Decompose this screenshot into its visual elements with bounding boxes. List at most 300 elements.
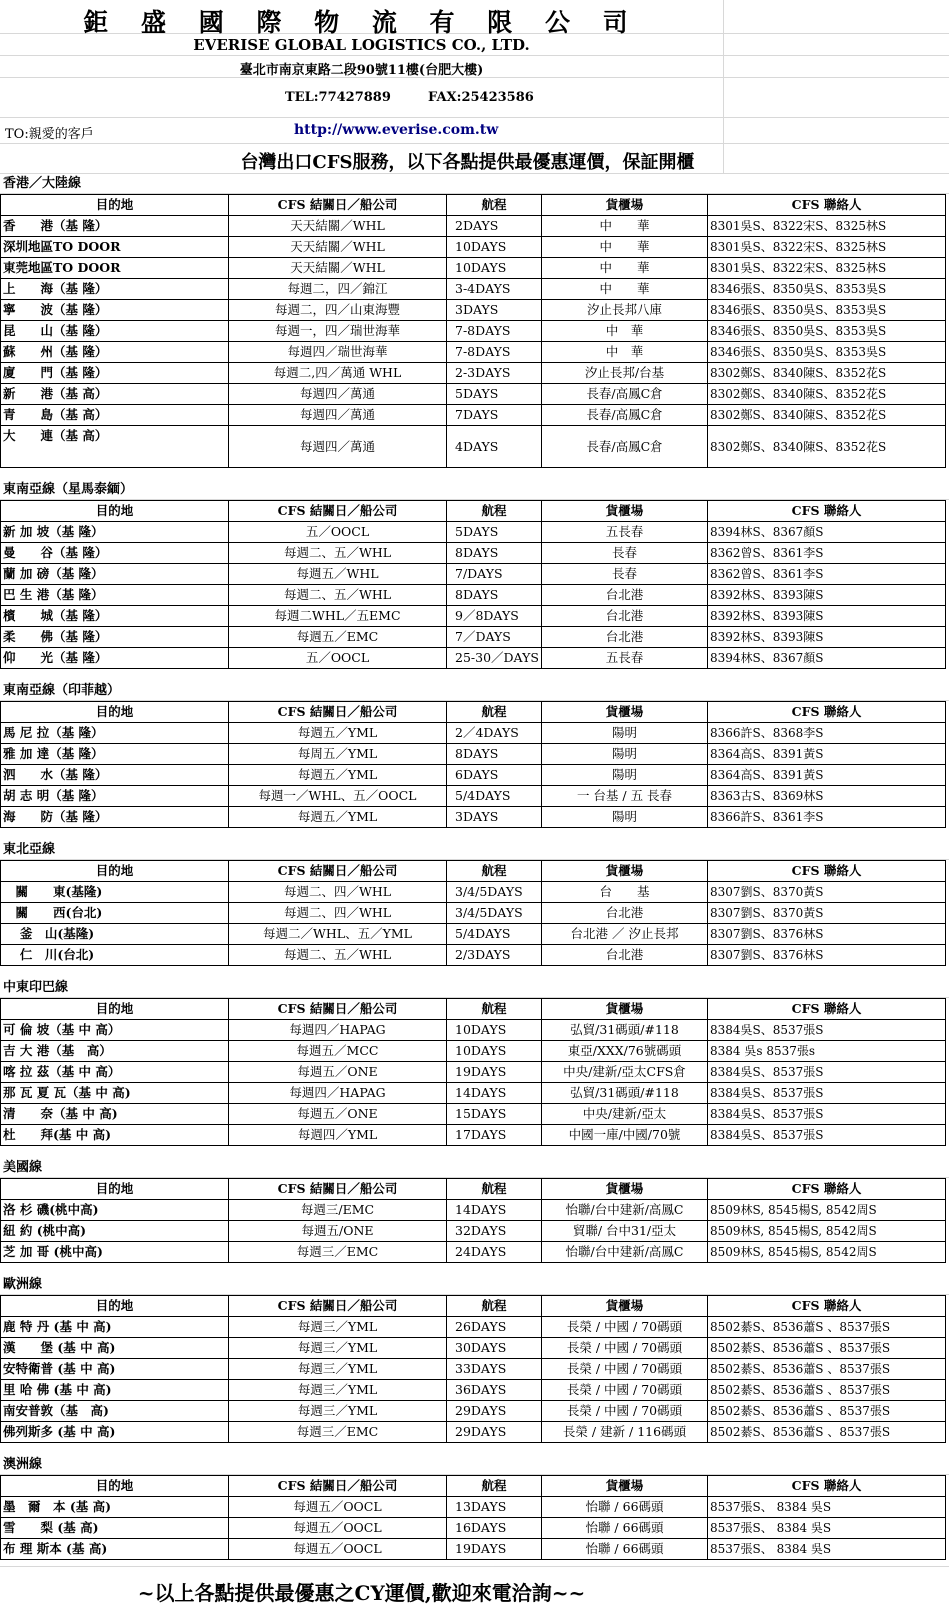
column-header: 貨櫃場	[542, 1296, 708, 1317]
table-header-row	[1, 501, 946, 522]
terminal-cell: 長春/高鳳C倉	[542, 384, 708, 405]
terminal-cell: 長榮 / 建新 / 116碼頭	[542, 1422, 708, 1443]
transit-cell: 3DAYS	[447, 300, 542, 321]
destination-cell: 安特衛普 (基 中 高)	[1, 1359, 229, 1380]
table-row	[1, 216, 946, 237]
column-header: CFS 結關日／船公司	[229, 861, 447, 882]
contact-cell: 8384 吳s 8537張s	[708, 1041, 946, 1062]
route-section	[0, 669, 949, 828]
transit-cell: 9／8DAYS	[447, 606, 542, 627]
terminal-cell: 長榮 / 中國 / 70碼頭	[542, 1338, 708, 1359]
transit-cell: 2-3DAYS	[447, 363, 542, 384]
terminal-cell: 長春	[542, 543, 708, 564]
contact-cell: 8307劉S、8370黃S	[708, 903, 946, 924]
destination-cell: 關 東(基隆)	[1, 882, 229, 903]
route-table	[0, 1295, 946, 1443]
contact-cell: 8509林S, 8545楊S, 8542周S	[708, 1221, 946, 1242]
terminal-cell: 中 華	[542, 216, 708, 237]
column-header: CFS 結關日／船公司	[229, 1296, 447, 1317]
schedule-cell: 每週三/EMC	[229, 1200, 447, 1221]
terminal-cell: 台北港	[542, 606, 708, 627]
section-title: 美國線	[0, 1158, 949, 1178]
destination-cell: 巴 生 港（基 隆）	[1, 585, 229, 606]
column-header: CFS 聯絡人	[708, 1476, 946, 1497]
column-header: CFS 聯絡人	[708, 999, 946, 1020]
destination-cell: 洛 杉 磯(桃中高)	[1, 1200, 229, 1221]
schedule-cell: 每週五／WHL	[229, 564, 447, 585]
schedule-cell: 每週二,四／萬通 WHL	[229, 363, 447, 384]
contact-cell: 8363古S、8369林S	[708, 786, 946, 807]
table-row	[1, 786, 946, 807]
transit-cell: 14DAYS	[447, 1083, 542, 1104]
transit-cell: 5/4DAYS	[447, 786, 542, 807]
terminal-cell: 中 華	[542, 258, 708, 279]
table-row	[1, 1062, 946, 1083]
terminal-cell: 怡聯 / 66碼頭	[542, 1539, 708, 1560]
route-table	[0, 1475, 946, 1560]
table-row	[1, 564, 946, 585]
contact-cell: 8384吳S、8537張S	[708, 1083, 946, 1104]
terminal-cell: 中 華	[542, 321, 708, 342]
terminal-cell: 台北港 ／ 汐止長邦	[542, 924, 708, 945]
table-row	[1, 405, 946, 426]
column-header: 目的地	[1, 999, 229, 1020]
schedule-cell: 每週四／HAPAG	[229, 1020, 447, 1041]
transit-cell: 3/4/5DAYS	[447, 882, 542, 903]
transit-cell: 13DAYS	[447, 1497, 542, 1518]
transit-cell: 36DAYS	[447, 1380, 542, 1401]
website-link[interactable]: http://www.everise.com.tw	[294, 122, 499, 138]
table-row	[1, 426, 946, 468]
section-title: 澳洲線	[0, 1455, 949, 1475]
schedule-cell: 每週五／YML	[229, 765, 447, 786]
column-header: CFS 聯絡人	[708, 1179, 946, 1200]
section-title: 中東印巴線	[0, 978, 949, 998]
contact-cell: 8537張S、 8384 吳S	[708, 1497, 946, 1518]
transit-cell: 7-8DAYS	[447, 342, 542, 363]
table-row	[1, 342, 946, 363]
schedule-cell: 五／OOCL	[229, 648, 447, 669]
table-row	[1, 543, 946, 564]
terminal-cell: 長榮 / 中國 / 70碼頭	[542, 1380, 708, 1401]
terminal-cell: 中 華	[542, 237, 708, 258]
section-title: 東南亞線（印菲越）	[0, 681, 949, 701]
column-header: CFS 聯絡人	[708, 702, 946, 723]
contact-cell: 8346張S、8350吳S、8353吳S	[708, 342, 946, 363]
table-row	[1, 384, 946, 405]
contact-cell: 8346張S、8350吳S、8353吳S	[708, 279, 946, 300]
column-header: 目的地	[1, 1179, 229, 1200]
column-header: CFS 聯絡人	[708, 861, 946, 882]
destination-cell: 泗 水（基 隆）	[1, 765, 229, 786]
route-section	[0, 174, 949, 468]
terminal-cell: 台北港	[542, 903, 708, 924]
terminal-cell: 陽明	[542, 807, 708, 828]
contact-cell: 8302鄭S、8340陳S、8352花S	[708, 363, 946, 384]
schedule-cell: 每週三／YML	[229, 1401, 447, 1422]
destination-cell: 布 理 斯本 (基 高)	[1, 1539, 229, 1560]
transit-cell: 8DAYS	[447, 585, 542, 606]
contact-cell: 8307劉S、8376林S	[708, 924, 946, 945]
contact-cell: 8537張S、 8384 吳S	[708, 1539, 946, 1560]
schedule-cell: 天天結關／WHL	[229, 216, 447, 237]
schedule-cell: 每週五／YML	[229, 723, 447, 744]
destination-cell: 上 海（基 隆）	[1, 279, 229, 300]
transit-cell: 33DAYS	[447, 1359, 542, 1380]
destination-cell: 新 加 坡（基 隆）	[1, 522, 229, 543]
destination-cell: 大 連（基 高）	[1, 426, 229, 468]
destination-cell: 東莞地區TO DOOR	[1, 258, 229, 279]
terminal-cell: 怡聯/台中建新/高鳳C	[542, 1200, 708, 1221]
column-header: CFS 聯絡人	[708, 501, 946, 522]
contact-cell: 8384吳S、8537張S	[708, 1104, 946, 1125]
destination-cell: 紐 約 (桃中高)	[1, 1221, 229, 1242]
transit-cell: 10DAYS	[447, 1041, 542, 1062]
schedule-cell: 天天結關／WHL	[229, 258, 447, 279]
table-row	[1, 522, 946, 543]
schedule-cell: 每週五／EMC	[229, 627, 447, 648]
destination-cell: 曼 谷（基 隆）	[1, 543, 229, 564]
schedule-cell: 每週二，四／錦江	[229, 279, 447, 300]
destination-cell: 仁 川(台北)	[1, 945, 229, 966]
table-row	[1, 1539, 946, 1560]
schedule-cell: 每週一，四／瑞世海華	[229, 321, 447, 342]
transit-cell: 29DAYS	[447, 1401, 542, 1422]
table-row	[1, 1125, 946, 1146]
column-header: 目的地	[1, 702, 229, 723]
transit-cell: 15DAYS	[447, 1104, 542, 1125]
terminal-cell: 弘貿/31碼頭/#118	[542, 1083, 708, 1104]
terminal-cell: 中央/建新/亞太CFS倉	[542, 1062, 708, 1083]
contact-cell: 8302鄭S、8340陳S、8352花S	[708, 405, 946, 426]
destination-cell: 芝 加 哥 (桃中高)	[1, 1242, 229, 1263]
terminal-cell: 中央/建新/亞太	[542, 1104, 708, 1125]
column-header: 貨櫃場	[542, 702, 708, 723]
slogan: 台灣出口CFS服務，以下各點提供最優惠運價，保証開櫃	[240, 152, 695, 173]
column-header: 目的地	[1, 1476, 229, 1497]
terminal-cell: 長榮 / 中國 / 70碼頭	[542, 1317, 708, 1338]
column-header: CFS 結關日／船公司	[229, 702, 447, 723]
schedule-cell: 每週三／YML	[229, 1317, 447, 1338]
table-row	[1, 585, 946, 606]
contact-cell: 8366許S、8368李S	[708, 723, 946, 744]
destination-cell: 南安普敦（基 高)	[1, 1401, 229, 1422]
table-row	[1, 627, 946, 648]
transit-cell: 5/4DAYS	[447, 924, 542, 945]
table-row	[1, 363, 946, 384]
contact-cell: 8509林S, 8545楊S, 8542周S	[708, 1200, 946, 1221]
column-header: CFS 結關日／船公司	[229, 195, 447, 216]
table-row	[1, 321, 946, 342]
transit-cell: 2DAYS	[447, 216, 542, 237]
schedule-cell: 每週五／OOCL	[229, 1539, 447, 1560]
destination-cell: 可 倫 坡（基 中 高）	[1, 1020, 229, 1041]
contact-cell: 8384吳S、8537張S	[708, 1020, 946, 1041]
transit-cell: 3DAYS	[447, 807, 542, 828]
column-header: CFS 結關日／船公司	[229, 1476, 447, 1497]
terminal-cell: 中國一庫/中國/70號	[542, 1125, 708, 1146]
table-header-row	[1, 195, 946, 216]
table-row	[1, 1497, 946, 1518]
table-row	[1, 903, 946, 924]
transit-cell: 14DAYS	[447, 1200, 542, 1221]
transit-cell: 8DAYS	[447, 744, 542, 765]
destination-cell: 香 港（基 隆）	[1, 216, 229, 237]
table-row	[1, 1242, 946, 1263]
contact-cell: 8384吳S、8537張S	[708, 1125, 946, 1146]
column-header: CFS 聯絡人	[708, 1296, 946, 1317]
destination-cell: 里 哈 佛 (基 中 高)	[1, 1380, 229, 1401]
column-header: 貨櫃場	[542, 999, 708, 1020]
column-header: 航程	[447, 1179, 542, 1200]
table-row	[1, 1317, 946, 1338]
transit-cell: 7／DAYS	[447, 627, 542, 648]
transit-cell: 7-8DAYS	[447, 321, 542, 342]
destination-cell: 馬 尼 拉（基 隆）	[1, 723, 229, 744]
destination-cell: 雅 加 達（基 隆）	[1, 744, 229, 765]
terminal-cell: 陽明	[542, 744, 708, 765]
terminal-cell: 中 華	[542, 342, 708, 363]
table-row	[1, 606, 946, 627]
column-header: 貨櫃場	[542, 861, 708, 882]
transit-cell: 7/DAYS	[447, 564, 542, 585]
contact-cell: 8302鄭S、8340陳S、8352花S	[708, 384, 946, 405]
contact-cell: 8384吳S、8537張S	[708, 1062, 946, 1083]
transit-cell: 8DAYS	[447, 543, 542, 564]
contact-cell: 8301吳S、8322宋S、8325林S	[708, 258, 946, 279]
contact-cell: 8392林S、8393陳S	[708, 606, 946, 627]
column-header: 目的地	[1, 501, 229, 522]
terminal-cell: 台北港	[542, 945, 708, 966]
column-header: CFS 結關日／船公司	[229, 1179, 447, 1200]
contact-cell: 8364高S、8391黃S	[708, 744, 946, 765]
column-header: 貨櫃場	[542, 195, 708, 216]
terminal-cell: 五長春	[542, 648, 708, 669]
column-header: 目的地	[1, 861, 229, 882]
header-row	[0, 144, 949, 174]
destination-cell: 杜 拜(基 中 高)	[1, 1125, 229, 1146]
transit-cell: 32DAYS	[447, 1221, 542, 1242]
contact-cell: 8509林S, 8545楊S, 8542周S	[708, 1242, 946, 1263]
route-section	[0, 1263, 949, 1443]
column-header: 貨櫃場	[542, 1476, 708, 1497]
table-row	[1, 1380, 946, 1401]
contact-cell: 8346張S、8350吳S、8353吳S	[708, 321, 946, 342]
transit-cell: 7DAYS	[447, 405, 542, 426]
schedule-cell: 每週五/ONE	[229, 1221, 447, 1242]
terminal-cell: 長春	[542, 564, 708, 585]
transit-cell: 30DAYS	[447, 1338, 542, 1359]
contact-cell: 8362曾S、8361李S	[708, 543, 946, 564]
destination-cell: 蘭 加 磅（基 隆）	[1, 564, 229, 585]
schedule-cell: 每週五／MCC	[229, 1041, 447, 1062]
route-section	[0, 1146, 949, 1263]
terminal-cell: 長春/高鳳C倉	[542, 426, 708, 468]
destination-cell: 寧 波（基 隆）	[1, 300, 229, 321]
transit-cell: 2／4DAYS	[447, 723, 542, 744]
header-row	[0, 0, 949, 37]
table-header-row	[1, 1476, 946, 1497]
contact-cell: 8394林S、8367顏S	[708, 522, 946, 543]
company-name-en: EVERISE GLOBAL LOGISTICS CO., LTD.	[193, 36, 530, 54]
column-header: CFS 結關日／船公司	[229, 999, 447, 1020]
schedule-cell: 每週一／WHL、五／OOCL	[229, 786, 447, 807]
terminal-cell: 台 基	[542, 882, 708, 903]
header-row	[0, 56, 949, 78]
contact-cell: 8302鄭S、8340陳S、8352花S	[708, 426, 946, 468]
transit-cell: 26DAYS	[447, 1317, 542, 1338]
transit-cell: 17DAYS	[447, 1125, 542, 1146]
section-title: 東南亞線（星馬泰緬）	[0, 480, 949, 500]
destination-cell: 墨 爾 本 (基 高)	[1, 1497, 229, 1518]
contact-cell: 8366許S、8361李S	[708, 807, 946, 828]
destination-cell: 關 西(台北)	[1, 903, 229, 924]
contact-cell: 8502綦S、8536蕭S 、8537張S	[708, 1380, 946, 1401]
column-header: 目的地	[1, 1296, 229, 1317]
column-header: 貨櫃場	[542, 501, 708, 522]
header-row	[0, 118, 949, 144]
table-row	[1, 279, 946, 300]
route-table	[0, 998, 946, 1146]
destination-cell: 釜 山(基隆)	[1, 924, 229, 945]
destination-cell: 那 瓦 夏 瓦（基 中 高)	[1, 1083, 229, 1104]
destination-cell: 新 港（基 高）	[1, 384, 229, 405]
table-header-row	[1, 999, 946, 1020]
column-header: 航程	[447, 999, 542, 1020]
schedule-cell: 每週三／EMC	[229, 1242, 447, 1263]
schedule-cell: 每週三／YML	[229, 1380, 447, 1401]
destination-cell: 漢 堡 (基 中 高)	[1, 1338, 229, 1359]
destination-cell: 昆 山（基 隆）	[1, 321, 229, 342]
contact-cell: 8392林S、8393陳S	[708, 585, 946, 606]
schedule-cell: 每週二、五／WHL	[229, 543, 447, 564]
terminal-cell: 長春/高鳳C倉	[542, 405, 708, 426]
schedule-cell: 天天結關／WHL	[229, 237, 447, 258]
table-row	[1, 1401, 946, 1422]
schedule-cell: 每周五／YML	[229, 744, 447, 765]
column-header: CFS 聯絡人	[708, 195, 946, 216]
contact-cell: 8364高S、8391黃S	[708, 765, 946, 786]
company-name-zh: 鉅 盛 國 際 物 流 有 限 公 司	[83, 8, 640, 37]
transit-cell: 16DAYS	[447, 1518, 542, 1539]
contact-cell: 8502綦S、8536蕭S 、8537張S	[708, 1338, 946, 1359]
table-row	[1, 1020, 946, 1041]
table-row	[1, 648, 946, 669]
company-tel: TEL:77427889	[285, 90, 391, 105]
transit-cell: 5DAYS	[447, 384, 542, 405]
terminal-cell: 中 華	[542, 279, 708, 300]
schedule-cell: 每週五／OOCL	[229, 1497, 447, 1518]
schedule-cell: 每週二WHL／五EMC	[229, 606, 447, 627]
schedule-cell: 每週二、四／WHL	[229, 882, 447, 903]
route-table	[0, 1178, 946, 1263]
table-row	[1, 807, 946, 828]
terminal-cell: 汐止長邦八庫	[542, 300, 708, 321]
destination-cell: 吉 大 港（基 高）	[1, 1041, 229, 1062]
schedule-cell: 每週四／YML	[229, 1125, 447, 1146]
terminal-cell: 怡聯/台中建新/高鳳C	[542, 1242, 708, 1263]
header-row	[0, 34, 949, 56]
table-row	[1, 1518, 946, 1539]
schedule-cell: 每週二、五／WHL	[229, 945, 447, 966]
column-header: 貨櫃場	[542, 1179, 708, 1200]
table-row	[1, 723, 946, 744]
route-section	[0, 1443, 949, 1560]
column-header: 航程	[447, 1296, 542, 1317]
terminal-cell: 台北港	[542, 585, 708, 606]
table-row	[1, 1083, 946, 1104]
footer-row	[0, 1566, 949, 1612]
schedule-cell: 每週三／YML	[229, 1338, 447, 1359]
table-header-row	[1, 1179, 946, 1200]
table-row	[1, 258, 946, 279]
route-section	[0, 828, 949, 966]
company-fax: FAX:25423586	[428, 90, 534, 105]
contact-cell: 8537張S、 8384 吳S	[708, 1518, 946, 1539]
terminal-cell: 汐止長邦/台基	[542, 363, 708, 384]
table-header-row	[1, 1296, 946, 1317]
schedule-cell: 每週四／萬通	[229, 405, 447, 426]
company-address: 臺北市南京東路二段90號11樓(台肥大樓)	[239, 63, 484, 78]
table-row	[1, 1200, 946, 1221]
table-row	[1, 1221, 946, 1242]
contact-cell: 8362曾S、8361李S	[708, 564, 946, 585]
schedule-cell: 每週三／YML	[229, 1359, 447, 1380]
terminal-cell: 長榮 / 中國 / 70碼頭	[542, 1401, 708, 1422]
column-header: 航程	[447, 702, 542, 723]
table-header-row	[1, 702, 946, 723]
contact-cell: 8301吳S、8322宋S、8325林S	[708, 216, 946, 237]
transit-cell: 3/4/5DAYS	[447, 903, 542, 924]
destination-cell: 鹿 特 丹 (基 中 高)	[1, 1317, 229, 1338]
header-row	[0, 78, 949, 118]
destination-cell: 仰 光（基 隆）	[1, 648, 229, 669]
transit-cell: 5DAYS	[447, 522, 542, 543]
schedule-cell: 每週三／EMC	[229, 1422, 447, 1443]
schedule-cell: 每週四／HAPAG	[229, 1083, 447, 1104]
section-title: 東北亞線	[0, 840, 949, 860]
schedule-cell: 每週四／萬通	[229, 384, 447, 405]
transit-cell: 10DAYS	[447, 1020, 542, 1041]
table-row	[1, 765, 946, 786]
route-table	[0, 860, 946, 966]
destination-cell: 青 島（基 高）	[1, 405, 229, 426]
destination-cell: 檳 城（基 隆）	[1, 606, 229, 627]
transit-cell: 10DAYS	[447, 258, 542, 279]
contact-cell: 8307劉S、8376林S	[708, 945, 946, 966]
schedule-cell: 每週二，四／山東海豐	[229, 300, 447, 321]
transit-cell: 10DAYS	[447, 237, 542, 258]
schedule-cell: 每週二、四／WHL	[229, 903, 447, 924]
table-row	[1, 1422, 946, 1443]
contact-cell: 8394林S、8367顏S	[708, 648, 946, 669]
destination-cell: 雪 梨 (基 高)	[1, 1518, 229, 1539]
contact-cell: 8301吳S、8322宋S、8325林S	[708, 237, 946, 258]
contact-cell: 8392林S、8393陳S	[708, 627, 946, 648]
destination-cell: 佛列斯多 (基 中 高)	[1, 1422, 229, 1443]
destination-cell: 胡 志 明（基 隆）	[1, 786, 229, 807]
terminal-cell: 怡聯 / 66碼頭	[542, 1518, 708, 1539]
terminal-cell: 怡聯 / 66碼頭	[542, 1497, 708, 1518]
recipient: TO:親愛的客戶	[5, 127, 94, 142]
column-header: 航程	[447, 501, 542, 522]
destination-cell: 清 奈（基 中 高)	[1, 1104, 229, 1125]
schedule-cell: 每週二／WHL、五／YML	[229, 924, 447, 945]
destination-cell: 海 防（基 隆）	[1, 807, 229, 828]
transit-cell: 29DAYS	[447, 1422, 542, 1443]
table-row	[1, 1338, 946, 1359]
destination-cell: 深圳地區TO DOOR	[1, 237, 229, 258]
